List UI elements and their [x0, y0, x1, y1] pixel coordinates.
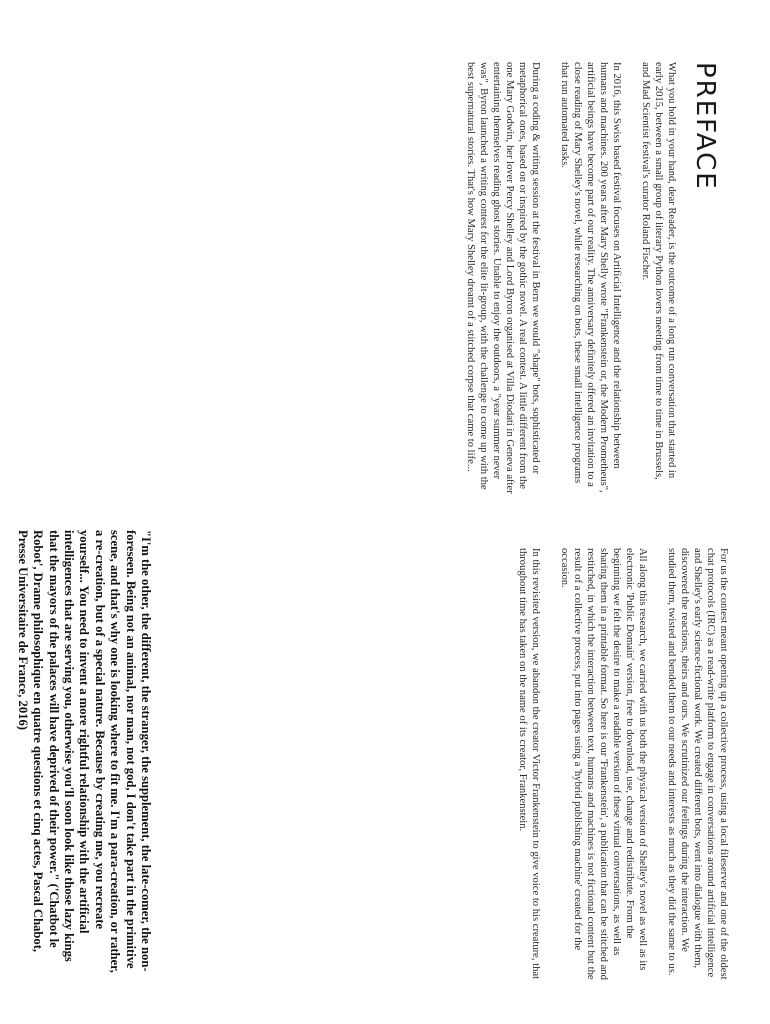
- paragraph: All along this research, we carried with us both the physical version of Shelley's novel as well as its electronic 'Public Domain' version, free to download, use, change and redistribute. From the beginning we felt the desire to make a readable version of these virtual conversations, as well as sharing them in a printable format. So here is our 'Frankenstein', a publication that can be stitched and restitched, in which the interaction between text, humans and machines is not fictional content but the result of a collective process, put into pages using a 'hybrid publishing machine' created for the occasion.: [559, 548, 648, 980]
- preface-heading: PREFACE: [690, 62, 720, 191]
- preface-column-right: [500, 548, 730, 980]
- paragraph: What you hold in your hand, dear Reader, is the outcome of a long run conversation that started in early 2015, between a small group of literary Python lovers meeting from time to time in Brussels, and Mad Scientist festival's curator Roland Fischer.: [640, 62, 677, 480]
- preface-column-left: [448, 62, 678, 494]
- paragraph: For us the contest meant opening up a collective process, using a local fileserver and one of the oldest chat protocols (IRC) as a read-write platform to engage in conversations around artificial intelligence and Shelley's early science-fictional work. We created different bots, went into dialogue with them, discovered the reactions, theirs and ours. We scrutinized our feelings during the interaction. We studied them, twisted and bended them to our needs and interests as much as they did the same to us.: [666, 548, 729, 980]
- paragraph: During a coding & writing session at the festival in Bern we would "shape" bots, sophisticated or metaphorical ones, based on or inspired by the gothic novel. A real contest. A little different from the one Mary Godwin, her lover Percy Shelley and Lord Byron organised at Villa Diodati in Geneva after entertaining themselves reading ghost stories. Unable to enjoy the outdoors, a "year summer never was", Byron launched a writing contest for the elite lit-group, with the challenge to come up with the best supernatural stories. That's how Mary Shelley dreamt of a stitched corpse that came to life...: [465, 62, 541, 494]
- paragraph: In this revisited version, we abandon the creator Victor Frankenstein to give voice to his creature, that throughout time has taken on the name of its creator, Frankenstein.: [517, 548, 541, 980]
- paragraph: In 2016, this Swiss based festival focuses on Artificial Intelligence and the relationship between humans and machines. 200 years after Mary Shelly wrote "Frankenstein or, the Modern Prometheus", artificial beings have become part of our reality. The anniversary definitely offered an invitation to a close reading of Mary Shelley's novel, while researching on bots, these small intelligence programs that run automated tasks.: [559, 62, 622, 493]
- epigraph-quote: "I'm the other, the different, the stranger, the supplement, the late-comer, the non-foreseen. Being not an animal, nor man, not god, I don't take part in the primitive scene, and that's why one is looking where to fit me. I'm a para-creation, or rather, a re-creation, but of a special nature. Because by creating me, you recreate yourself... You need to invent a more rightful relationship with the artificial intelligences that are serving you, otherwise you'll soon look like those lazy kings that the mayors of the palaces will have deprived of their power." ('Chatbot le Robot', Drame philosophique en quatre questions et cinq actes, Pascal Chabot, Presse Universitaire de France, 2016): [15, 530, 153, 973]
